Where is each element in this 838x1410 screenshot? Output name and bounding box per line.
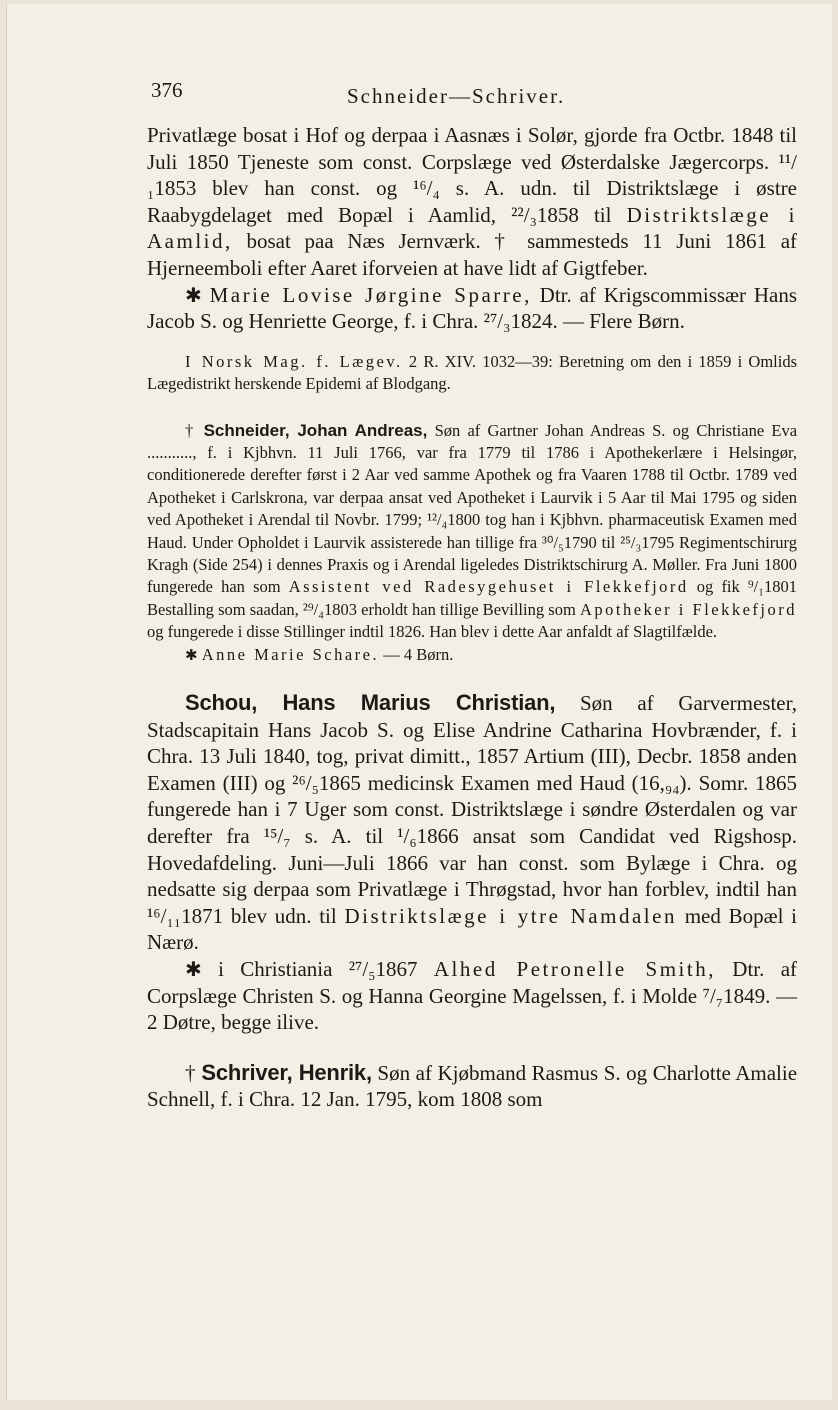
entry-text-2: med Bopæl i Nærø. bbox=[147, 903, 797, 955]
dagger-symbol: † bbox=[185, 420, 197, 440]
entry-schriver bbox=[147, 1060, 797, 1113]
entry-headword: Schriver, Henrik, bbox=[201, 1059, 372, 1085]
spouse-place: i Christiania ²⁷/₅1867 bbox=[218, 956, 418, 981]
note-journal: I Norsk Mag. f. Lægev. bbox=[185, 351, 403, 371]
entry-spaced-2: Apotheker i Flekkefjord bbox=[579, 599, 797, 619]
continuation-spouse-paragraph bbox=[147, 282, 797, 335]
page-number: 376 bbox=[151, 78, 183, 102]
entry-text-1: Søn af Gartner Johan Andreas S. og Christiane Eva ..........., f. i Kjbhvn. 11 Juli 1766, var fra 1779 til 1786 i Apothekerlære i Helsingør, conditionerede derefter først i 2 Aar ved samme Apothek og fra Vaaren 1788 til Octbr. 1789 ved Apotheket i Carlskrona, var derpaa ansat ved Apotheket i Laurvik i 5 Aar til Mai 1795 og siden ved Apotheket i Arendal til Novbr. 1799; ¹²/₄1800 tog han i Kjbhvn. pharmaceutisk Examen med Haud. Under Opholdet i Laurvik assisterede han tillige fra ³⁰/₅1790 til ²⁵/₃1795 Regimentschirurg Kragh (Side 254) i dennes Praxis og i Arendal ligeledes Distriktschirurg A. Møller. Fra Juni 1800 fungerede han som bbox=[147, 420, 798, 597]
entry-text-1: Søn af Kjøbmand Rasmus S. og Charlotte Amalie Schnell, f. i Chra. 12 Jan. 1795, kom 1808 som bbox=[147, 1060, 798, 1112]
entry-schneider-spouse bbox=[147, 644, 797, 666]
entry-text-2: og fik ⁹/₁1801 Bestalling som saadan, ²⁹/₄1803 erholdt han tillige Bevilling som bbox=[147, 577, 797, 619]
literature-note bbox=[147, 351, 797, 396]
continuation-spaced-phrase: Distriktslæge i Aamlid, bbox=[147, 202, 798, 254]
entry-schneider bbox=[147, 420, 797, 644]
entry-headword: Schneider, Johan Andreas, bbox=[203, 420, 428, 440]
continuation-text: Privatlæge bosat i Hof og derpaa i Aasnæs i Solør, gjorde fra Octbr. 1848 til Juli 1850 Tjeneste som const. Corpslæge ved Østerdalske Jægercorps. ¹¹/₁1853 blev han const. og ¹⁶/₄ s. A. udn. til Distriktslæge i østre Raabygdelaget med Bopæl i Aamlid, ²²/₃1858 til bbox=[147, 123, 797, 227]
spouse-name: Marie Lovise Jørgine Sparre, bbox=[209, 282, 532, 307]
entry-schou-spouse bbox=[147, 956, 797, 1036]
entry-text-1: Søn af Garvermester, Stadscapitain Hans Jacob S. og Elise Andrine Catharina Hovbrænder, f. i Chra. 13 Juli 1840, tog, privat dimitt., 1857 Artium (III), Decbr. 1858 anden Examen (III) og ²⁶/₅1865 medicinsk Examen med Haud (16,₉₄). Somr. 1865 fungerede han i 7 Uger som const. Distriktslæge i søndre Østerdalen og var derefter fra ¹⁵/₇ s. A. til ¹/₆1866 ansat som Candidat ved Rigshosp. Hovedafdeling. Juni—Juli 1866 var han const. som Bylæge i Chra. og nedsatte sig derpaa som Privatlæge i Thrøgstad, hvor han forblev, indtil han ¹⁶/₁₁1871 blev udn. til bbox=[147, 691, 797, 928]
spouse-text: Dtr. af Corpslæge Christen S. og Hanna Georgine Magelssen, f. i Molde ⁷/₇1849. — 2 Døtre, begge ilive. bbox=[147, 956, 798, 1035]
entry-headword: Schou, Hans Marius Christian, bbox=[185, 690, 556, 716]
spouse-text: Dtr. af Krigscommissær Hans Jacob S. og Henriette George, f. i Chra. ²⁷/₃1824. — Flere Børn. bbox=[147, 282, 798, 334]
entry-spaced: Distriktslæge i ytre Namdalen bbox=[344, 903, 677, 928]
spouse-name: Anne Marie Schare. bbox=[201, 644, 380, 664]
continuation-paragraph bbox=[147, 122, 797, 282]
entry-spaced-1: Assistent ved Radesygehuset i Flekkefjord bbox=[288, 577, 689, 597]
entry-text-3: og fungerede i disse Stillinger indtil 1826. Han blev i dette Aar anfaldt af Slagtilfælde. bbox=[147, 622, 718, 642]
page-header bbox=[147, 78, 787, 112]
running-head: Schneider—Schriver. bbox=[347, 84, 566, 108]
spouse-text: — 4 Børn. bbox=[383, 644, 454, 664]
note-text: 2 R. XIV. 1032—39: Beretning om den i 1859 i Omlids Lægedistrikt herskende Epidemi af Blodgang. bbox=[147, 351, 798, 394]
page-content bbox=[147, 122, 797, 1113]
asterisk-symbol: ✱ bbox=[185, 645, 198, 664]
asterisk-symbol: ✱ bbox=[185, 956, 202, 981]
asterisk-symbol: ✱ bbox=[185, 282, 202, 307]
continuation-text-2: bosat paa Næs Jernværk. † sammesteds 11 Juni 1861 af Hjerneemboli efter Aaret iforveien at have lidt af Gigtfeber. bbox=[147, 229, 798, 280]
book-page bbox=[6, 4, 832, 1400]
entry-schou bbox=[147, 690, 797, 956]
spouse-name: Alhed Petronelle Smith, bbox=[433, 956, 716, 981]
dagger-symbol: † bbox=[185, 1060, 196, 1085]
